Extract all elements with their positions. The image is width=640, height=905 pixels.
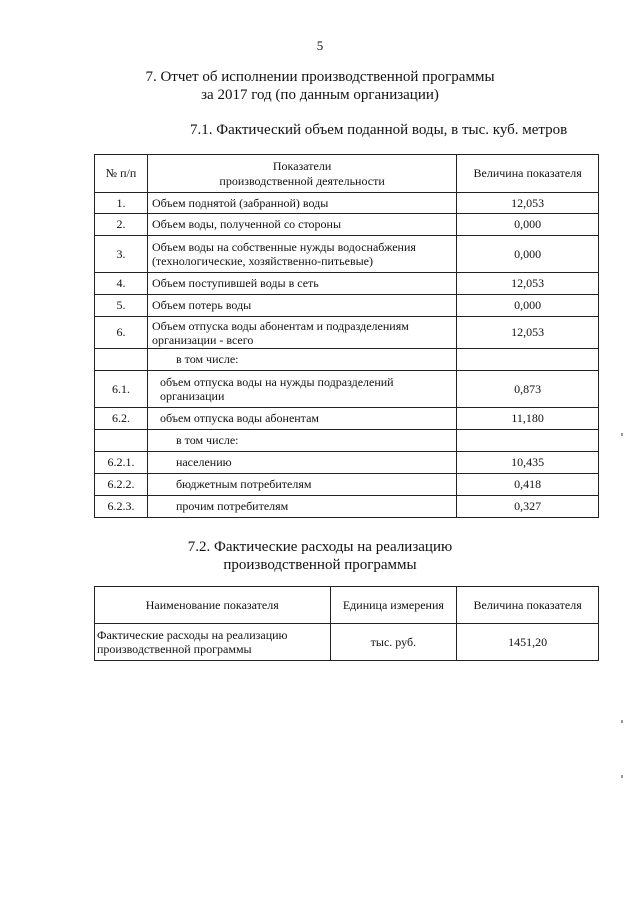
page-number: 5 [316, 38, 324, 53]
header-value: Величина показателя [457, 587, 599, 624]
row-unit: тыс. руб. [330, 624, 457, 661]
row-name: Фактические расходы на реализацию производственной программы [95, 624, 331, 661]
expenses-table [94, 586, 599, 661]
table-row [95, 408, 599, 430]
header-indicator-line2: производственной деятельности [219, 173, 385, 188]
row-name: населению [147, 452, 456, 474]
table-row [95, 452, 599, 474]
section-title [0, 68, 640, 104]
table-row [95, 193, 599, 214]
row-name: в том числе: [147, 430, 456, 452]
table-row [95, 295, 599, 317]
row-value: 12,053 [457, 273, 599, 295]
row-value: 0,327 [457, 496, 599, 518]
row-value: 11,180 [457, 408, 599, 430]
row-value: 0,000 [457, 236, 599, 273]
table-row [95, 496, 599, 518]
row-num: 3. [95, 236, 148, 273]
row-name: объем отпуска воды абонентам [147, 408, 456, 430]
subsection2-line2: производственной программы [223, 557, 417, 573]
table-row [95, 317, 599, 349]
table-row [95, 624, 599, 661]
row-name: Объем поступившей воды в сеть [147, 273, 456, 295]
row-value [457, 430, 599, 452]
row-num: 6. [95, 317, 148, 349]
row-value: 0,873 [457, 371, 599, 408]
scan-mark [621, 433, 623, 436]
row-name: бюджетным потребителям [147, 474, 456, 496]
row-name: Объем потерь воды [147, 295, 456, 317]
subsection-title-expenses [0, 538, 640, 574]
row-value: 12,053 [457, 317, 599, 349]
table-row [95, 430, 599, 452]
table-row [95, 371, 599, 408]
table-row [95, 273, 599, 295]
row-num: 6.2.2. [95, 474, 148, 496]
header-value: Величина показателя [457, 155, 599, 193]
row-num: 2. [95, 214, 148, 236]
row-num: 6.1. [95, 371, 148, 408]
row-name: Объем отпуска воды абонентам и подразделениям организации - всего [147, 317, 456, 349]
table-row [95, 236, 599, 273]
row-name: в том числе: [147, 349, 456, 371]
section-title-line1: 7. Отчет об исполнении производственной программы [145, 69, 495, 85]
header-num: № п/п [95, 155, 148, 193]
row-value: 0,418 [457, 474, 599, 496]
header-unit: Единица измерения [330, 587, 457, 624]
row-name: прочим потребителям [147, 496, 456, 518]
row-num: 6.2.1. [95, 452, 148, 474]
row-value: 10,435 [457, 452, 599, 474]
table-row [95, 214, 599, 236]
header-indicator [147, 155, 456, 193]
scan-mark [621, 775, 623, 778]
row-num: 4. [95, 273, 148, 295]
header-indicator-line1: Показатели [272, 158, 332, 173]
section-title-line2: за 2017 год (по данным организации) [201, 87, 439, 103]
row-name: Объем воды, полученной со стороны [147, 214, 456, 236]
row-num: 5. [95, 295, 148, 317]
row-num: 6.2.3. [95, 496, 148, 518]
row-value: 1451,20 [457, 624, 599, 661]
water-volume-table [94, 154, 599, 518]
table-row [95, 474, 599, 496]
row-value [457, 349, 599, 371]
row-num: 1. [95, 193, 148, 214]
subsection2-line1: 7.2. Фактические расходы на реализацию [187, 539, 453, 555]
header-indicator-name: Наименование показателя [95, 587, 331, 624]
row-value: 0,000 [457, 214, 599, 236]
row-name: объем отпуска воды на нужды подразделений организации [147, 371, 456, 408]
subsection-title-water-volume: 7.1. Фактический объем поданной воды, в тыс. куб. метров [190, 122, 568, 138]
row-num: 6.2. [95, 408, 148, 430]
row-num [95, 430, 148, 452]
row-value: 0,000 [457, 295, 599, 317]
table-row [95, 349, 599, 371]
scan-mark [621, 720, 623, 723]
row-value: 12,053 [457, 193, 599, 214]
row-name: Объем поднятой (забранной) воды [147, 193, 456, 214]
row-num [95, 349, 148, 371]
row-name: Объем воды на собственные нужды водоснабжения (технологические, хозяйственно-питьевые) [147, 236, 456, 273]
